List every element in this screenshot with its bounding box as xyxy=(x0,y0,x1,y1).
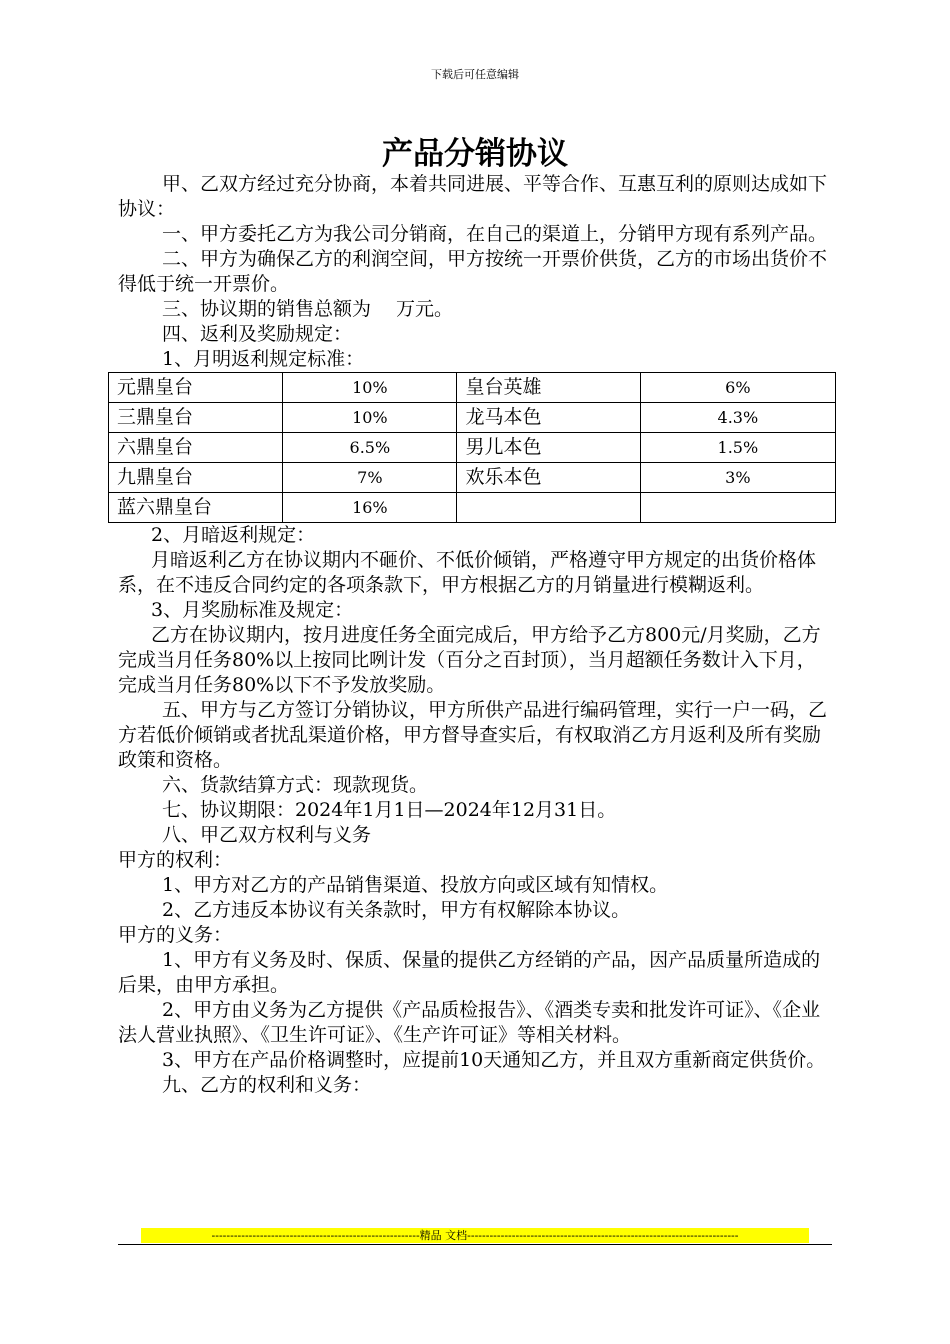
party-a-right-2: 2、乙方违反本协议有关条款时，甲方有权解除本协议。 xyxy=(162,899,631,921)
party-a-duty-3: 3、甲方在产品价格调整时，应提前10天通知乙方，并且双方重新商定供货价。 xyxy=(162,1049,826,1071)
clause-5: 五、甲方与乙方签订分销协议，甲方所供产品进行编码管理，实行一户一码，乙方若低价倾销或者扰乱渠道价格，甲方督导查实后，有权取消乙方月返利及所有奖励政策和资格。 xyxy=(118,699,828,771)
clause-2: 二、甲方为确保乙方的利润空间，甲方按统一开票价供货，乙方的市场出货价不得低于统一开票价。 xyxy=(118,248,828,295)
rebate-rate xyxy=(640,493,835,523)
footer-watermark: --------------------------------------------------------精品 文档------------------------------------------------------------------------- xyxy=(141,1228,809,1243)
product-name: 九鼎皇台 xyxy=(109,463,283,493)
clause-4-3-heading: 3、月奖励标准及规定： xyxy=(151,599,354,621)
rebate-rate: 4.3% xyxy=(640,403,835,433)
product-name: 龙马本色 xyxy=(457,403,640,433)
rebate-rate: 10% xyxy=(283,403,457,433)
rebate-rate: 16% xyxy=(283,493,457,523)
product-name: 皇台英雄 xyxy=(457,373,640,403)
clause-3: 三、协议期的销售总额为 万元。 xyxy=(162,298,454,320)
rebate-rate: 6% xyxy=(640,373,835,403)
footer-divider xyxy=(118,1244,832,1245)
clause-9: 九、乙方的权利和义务： xyxy=(162,1074,372,1096)
product-name xyxy=(457,493,640,523)
product-name: 男儿本色 xyxy=(457,433,640,463)
party-a-duties-heading: 甲方的义务： xyxy=(118,924,233,946)
clause-4: 四、返利及奖励规定： xyxy=(162,323,353,345)
clause-1: 一、甲方委托乙方为我公司分销商，在自己的渠道上，分销甲方现有系列产品。 xyxy=(162,223,828,245)
paragraph-intro: 甲、乙双方经过充分协商，本着共同进展、平等合作、互惠互利的原则达成如下协议： xyxy=(118,173,828,220)
clause-4-3-body: 乙方在协议期内，按月进度任务全面完成后，甲方给予乙方800元/月奖励，乙方完成当月任务80%以上按同比咧计发（百分之百封顶），当月超额任务数计入下月，完成当月任务80%以下不予发放奖励。 xyxy=(118,624,821,696)
product-name: 欢乐本色 xyxy=(457,463,640,493)
document-title: 产品分销协议 xyxy=(382,136,568,172)
rebate-rate: 10% xyxy=(283,373,457,403)
product-name: 六鼎皇台 xyxy=(109,433,283,463)
table-row xyxy=(109,463,836,493)
clause-4-2-body: 月暗返利乙方在协议期内不砸价、不低价倾销，严格遵守甲方规定的出货价格体系，在不违反合同约定的各项条款下，甲方根据乙方的月销量进行模糊返利。 xyxy=(118,549,817,596)
rebate-table xyxy=(108,372,836,523)
party-a-duty-1: 1、甲方有义务及时、保质、保量的提供乙方经销的产品，因产品质量所造成的后果，由甲方承担。 xyxy=(118,949,821,996)
clause-8: 八、甲乙双方权利与义务 xyxy=(162,824,372,846)
header-note: 下载后可任意编辑 xyxy=(431,68,519,81)
rebate-rate: 1.5% xyxy=(640,433,835,463)
clause-7: 七、协议期限：2024年1月1日—2024年12月31日。 xyxy=(162,799,617,821)
clause-4-2-heading: 2、月暗返利规定： xyxy=(151,524,316,546)
rebate-rate: 3% xyxy=(640,463,835,493)
party-a-rights-heading: 甲方的权利： xyxy=(118,849,233,871)
table-row xyxy=(109,403,836,433)
product-name: 三鼎皇台 xyxy=(109,403,283,433)
party-a-right-1: 1、甲方对乙方的产品销售渠道、投放方向或区域有知情权。 xyxy=(162,874,669,896)
document-body xyxy=(118,172,832,1098)
rebate-rate: 6.5% xyxy=(283,433,457,463)
table-row xyxy=(109,373,836,403)
clause-4-1-heading: 1、月明返利规定标准： xyxy=(162,348,365,370)
product-name: 蓝六鼎皇台 xyxy=(109,493,283,523)
party-a-duty-2: 2、甲方由义务为乙方提供《产品质检报告》、《酒类专卖和批发许可证》、《企业法人营业执照》、《卫生许可证》、《生产许可证》等相关材料。 xyxy=(118,999,821,1046)
product-name: 元鼎皇台 xyxy=(109,373,283,403)
rebate-rate: 7% xyxy=(283,463,457,493)
table-row xyxy=(109,433,836,463)
clause-6: 六、货款结算方式：现款现货。 xyxy=(162,774,429,796)
table-row xyxy=(109,493,836,523)
